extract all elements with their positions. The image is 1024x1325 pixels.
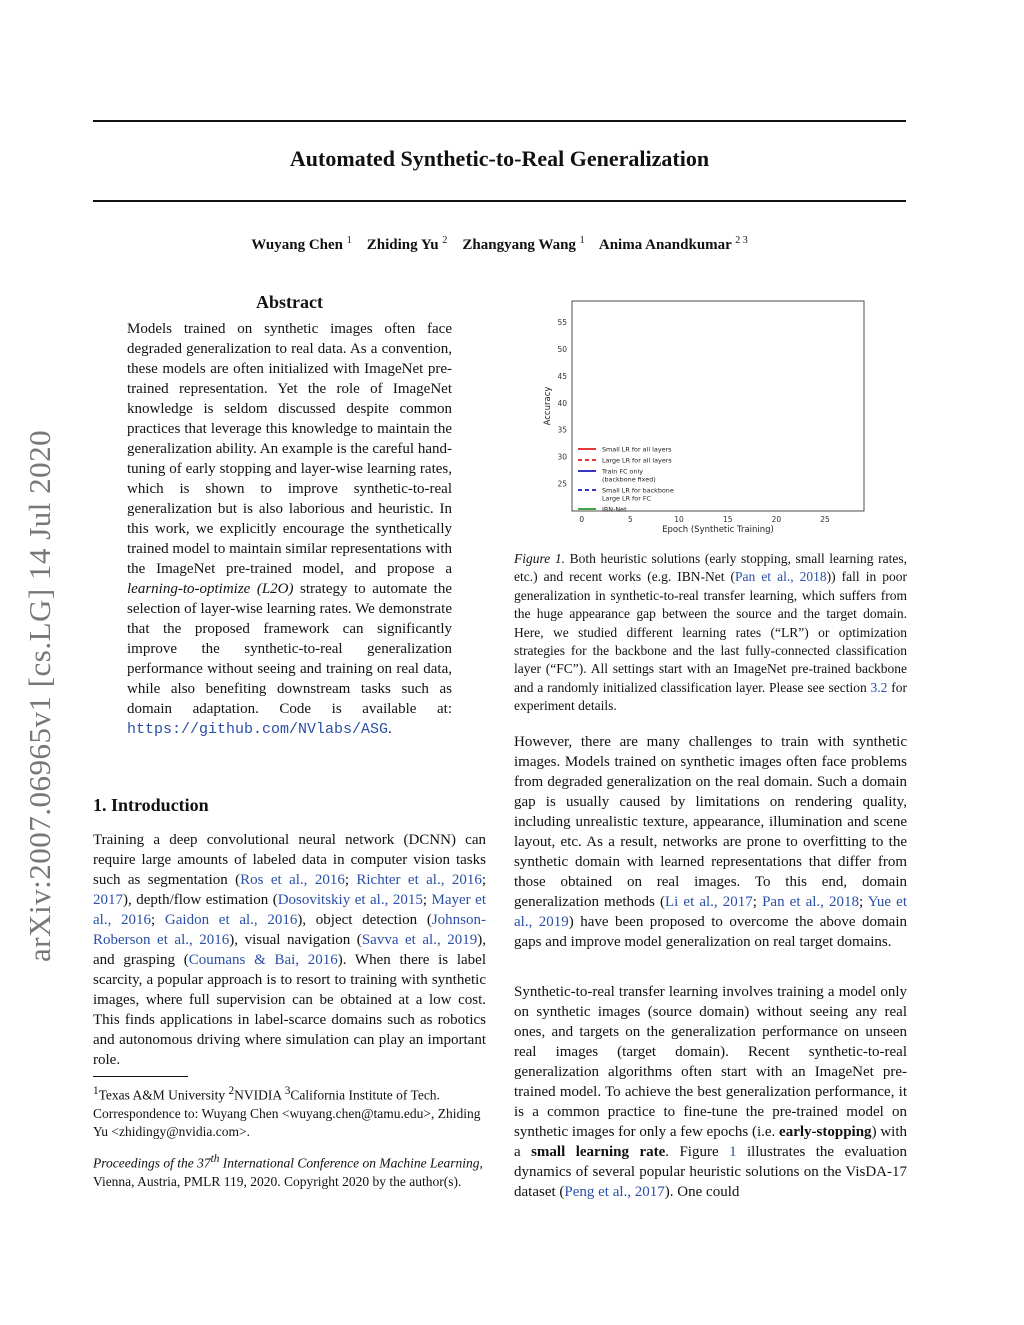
footnote-marker: 3 [284, 1085, 291, 1097]
caption-text: Both heuristic solutions (early stopping, small learning rates, etc.) and recent works (e.g. IBN-Net ( [514, 551, 907, 585]
intro-text: ; [422, 892, 432, 908]
abstract-text-part: . [388, 721, 392, 737]
citation-link[interactable]: Peng et al., [564, 1184, 632, 1200]
body-text: ; [752, 894, 763, 910]
citation-link[interactable]: 2016 [314, 872, 345, 888]
citation-link[interactable]: Richter et al., [356, 872, 445, 888]
y-tick-label: 50 [557, 344, 567, 354]
abstract-text-part: Models trained on synthetic images often face degraded generalization to real data. As a convention, these models are often initialized with ImageNet pre-trained representation. Yet the role of ImageNet knowledge is seldom discussed despite common practices that leverage this knowledge to maintain the generalization ability. An example is the careful hand-tuning of early stopping and layer-wise learning rates, which is shown to improve synthetic-to-real generalization but is also laborious and heuristic. In this work, we explicitly encourage the synthetically trained model to maintain similar representations with the ImageNet pre-trained model, and propose a [127, 321, 452, 577]
citation-link[interactable]: Ros et al., [240, 872, 308, 888]
citation-link[interactable]: 2015 [392, 892, 423, 908]
affiliation: California Institute of Tech. [290, 1087, 440, 1103]
citation-link[interactable]: Li et al., [664, 894, 718, 910]
body-text: ; [859, 894, 868, 910]
x-tick-label: 5 [628, 515, 633, 524]
y-tick-label: 30 [557, 452, 567, 462]
title-bottom-rule [93, 200, 906, 202]
section-heading-introduction: 1. Introduction [93, 795, 209, 815]
y-axis-label: Accuracy [543, 386, 553, 426]
x-tick-label: 0 [579, 515, 585, 524]
citation-link[interactable]: Pan et al., [762, 894, 824, 910]
author-name: Wuyang Chen [251, 237, 344, 253]
figure-caption [514, 550, 907, 716]
intro-text: Training a deep convolutional neural network (DCNN) can require large amounts of labeled data in computer vision tasks such as segmentation ( [93, 832, 486, 888]
intro-text: ), and grasping ( [93, 932, 487, 968]
body-text: ). One could [664, 1184, 740, 1200]
author-name: Zhangyang Wang [462, 237, 576, 253]
proceedings-ordinal: 37 [197, 1155, 211, 1171]
x-axis-label: Epoch (Synthetic Training) [662, 525, 774, 535]
top-rule [93, 120, 906, 122]
x-tick-label: 25 [820, 515, 830, 524]
abstract-emphasis: learning-to-optimize (L2O) [127, 581, 294, 597]
citation-link[interactable]: Savva et al., [361, 932, 441, 948]
citation-link[interactable]: 2019 [447, 932, 478, 948]
citation-link[interactable]: Gaidon et al., [164, 912, 258, 928]
citation-link[interactable]: 2017 [722, 894, 753, 910]
legend-entry: Train FC only [602, 467, 644, 476]
citation-link[interactable]: Dosovitskiy et al., [277, 892, 389, 908]
caption-text: )) fall in poor generalization in synthetic-to-real transfer learning, which suffers from the huge appearance gap between the source and the target domain. Here, we studied different learning rates (“LR”) or optimization strategies for the backbone and the last fully-connected classification layer (“FC”). All settings start with an ImageNet pre-trained backbone and a randomly initialized classification layer. Please see section [514, 569, 907, 695]
citation-link[interactable]: 2016 [451, 872, 482, 888]
code-link[interactable]: https://github.com/NVlabs/ASG [127, 721, 389, 738]
body-text: ) have been proposed to overcome the above domain gaps and improve model generalization on real target domains. [514, 914, 908, 950]
abstract-text-part: strategy to automate the selection of layer-wise learning rates. We demonstrate that the proposed framework can significantly improve the synthetic-to-real generalization performance without seeing and training on real data, while also benefiting downstream tasks such as domain adaptation. Code is available at: [127, 581, 453, 717]
figure-label: Figure 1. [514, 551, 565, 566]
proceedings-ordinal-suffix: th [210, 1153, 220, 1165]
legend-entry: Large LR for FC [602, 494, 651, 503]
caption-text: for experiment details. [514, 679, 907, 714]
bold-term: early-stopping [779, 1124, 872, 1140]
citation-link[interactable]: Mayer et al., [93, 892, 486, 928]
correspondence: Correspondence to: Wuyang Chen <wuyang.chen@tamu.edu>, Zhiding Yu <zhidingy@nvidia.com>. [93, 1105, 481, 1139]
citation-link[interactable]: Yue et al., [514, 894, 908, 930]
affiliation: Texas A&M University [98, 1087, 229, 1103]
citation-link[interactable]: 2018 [799, 569, 827, 585]
accuracy-line-chart [540, 296, 870, 542]
body-text: However, there are many challenges to train with synthetic images. Models trained on synthetic images often face problems from degraded generalization on the real domain. Such a domain gap is usually caused by limitations on rendering quality, including unrealistic texture, appearance, illumination and scene layout, etc. As a result, networks are prone to overfitting to the synthetic domain with learned representations that differ from those obtained on real images. To this end, domain generalization methods ( [514, 734, 907, 910]
proceedings-text: International Conference on Machine Learning [219, 1155, 480, 1171]
author-list [93, 235, 906, 254]
proceedings-text: , Vienna, Austria, PMLR 119, 2020. Copyright 2020 by the author(s). [93, 1155, 483, 1189]
citation-link[interactable]: Pan et al., [735, 569, 794, 585]
y-tick-label: 25 [557, 479, 567, 489]
legend-entry: Large LR for all layers [602, 456, 672, 465]
legend-entry: Small LR for backbone [602, 486, 674, 495]
arxiv-side-stamp: arXiv:2007.06965v1 [cs.LG] 14 Jul 2020 [22, 429, 57, 962]
intro-text: ). When there is label scarcity, a popular approach is to resort to training with synthetic images, where full supervision can be obtained at a low cost. This finds applications in label-scarce domains such as robotics and autonomous driving where simulation can play an important role. [93, 952, 486, 1068]
x-tick-label: 15 [722, 515, 733, 524]
y-tick-label: 40 [557, 398, 567, 408]
author-name: Zhiding Yu [366, 237, 439, 253]
citation-link[interactable]: 2016 [121, 912, 152, 928]
intro-text: ), object detection ( [297, 912, 432, 928]
intro-text: ; [151, 912, 165, 928]
legend-entry: Small LR for all layers [602, 445, 672, 454]
x-tick-label: 10 [674, 515, 684, 524]
citation-link[interactable]: Coumans & Bai, [188, 952, 300, 968]
proceedings-text: Proceedings of the [93, 1155, 198, 1171]
section-link[interactable]: 3.2 [870, 679, 888, 695]
intro-text: ), depth/flow estimation ( [123, 892, 278, 908]
author-affiliation: 2 [442, 235, 448, 246]
body-text: ) with a [514, 1124, 907, 1160]
y-tick-label: 45 [557, 371, 567, 381]
author-affiliation: 1 [346, 235, 352, 246]
footnote-marker: 2 [228, 1085, 235, 1097]
intro-text: ; [344, 872, 357, 888]
footnote-rule [93, 1076, 188, 1077]
citation-link[interactable]: 2016 [307, 952, 338, 968]
intro-text: ), visual navigation ( [229, 932, 362, 948]
body-text: . Figure [665, 1144, 730, 1160]
affiliation: NVIDIA [234, 1087, 285, 1103]
citation-link[interactable]: 2017 [93, 892, 123, 908]
citation-link[interactable]: 2019 [538, 914, 569, 930]
author-affiliation: 2 3 [735, 235, 748, 246]
legend-entry: (backbone fixed) [602, 475, 656, 484]
abstract-heading: Abstract [256, 292, 323, 312]
citation-link[interactable]: 2016 [199, 932, 230, 948]
body-paragraph [514, 732, 907, 952]
figure-link[interactable]: 1 [729, 1144, 737, 1160]
author-affiliation: 1 [579, 235, 585, 246]
y-tick-label: 55 [557, 318, 567, 328]
affiliation-footnote [93, 1082, 486, 1141]
legend-entry: IBN-Net [602, 505, 627, 514]
footnote-marker: 1 [93, 1085, 99, 1097]
paper-title: Automated Synthetic-to-Real Generalization [289, 146, 710, 171]
abstract-text [127, 319, 452, 740]
author-name: Anima Anandkumar [598, 237, 732, 253]
body-paragraph [514, 982, 907, 1202]
citation-link[interactable]: Johnson-Roberson et al., [93, 912, 487, 948]
citation-link[interactable]: 2017 [634, 1184, 665, 1200]
y-tick-label: 35 [557, 425, 567, 435]
intro-text: ; [481, 872, 487, 888]
citation-link[interactable]: 2018 [829, 894, 860, 910]
x-tick-label: 20 [771, 515, 782, 524]
introduction-paragraph [93, 830, 486, 1070]
body-text: Synthetic-to-real transfer learning involves training a model only on synthetic images (source domain) without seeing any real ones, and targets on the generalization performance on unseen real images (target domain). Recent synthetic-to-real generalization algorithms often start with an ImageNet pre-trained model. To achieve the best generalization performance, it is a common practice to fine-tune the pre-trained model on synthetic images for only a few epochs (i.e. [514, 984, 907, 1140]
bold-term: small learning rate [531, 1144, 666, 1160]
body-text: illustrates the evaluation dynamics of several popular heuristic solutions on the VisDA-17 dataset ( [514, 1144, 907, 1200]
citation-link[interactable]: 2016 [267, 912, 298, 928]
proceedings-note [93, 1150, 486, 1191]
